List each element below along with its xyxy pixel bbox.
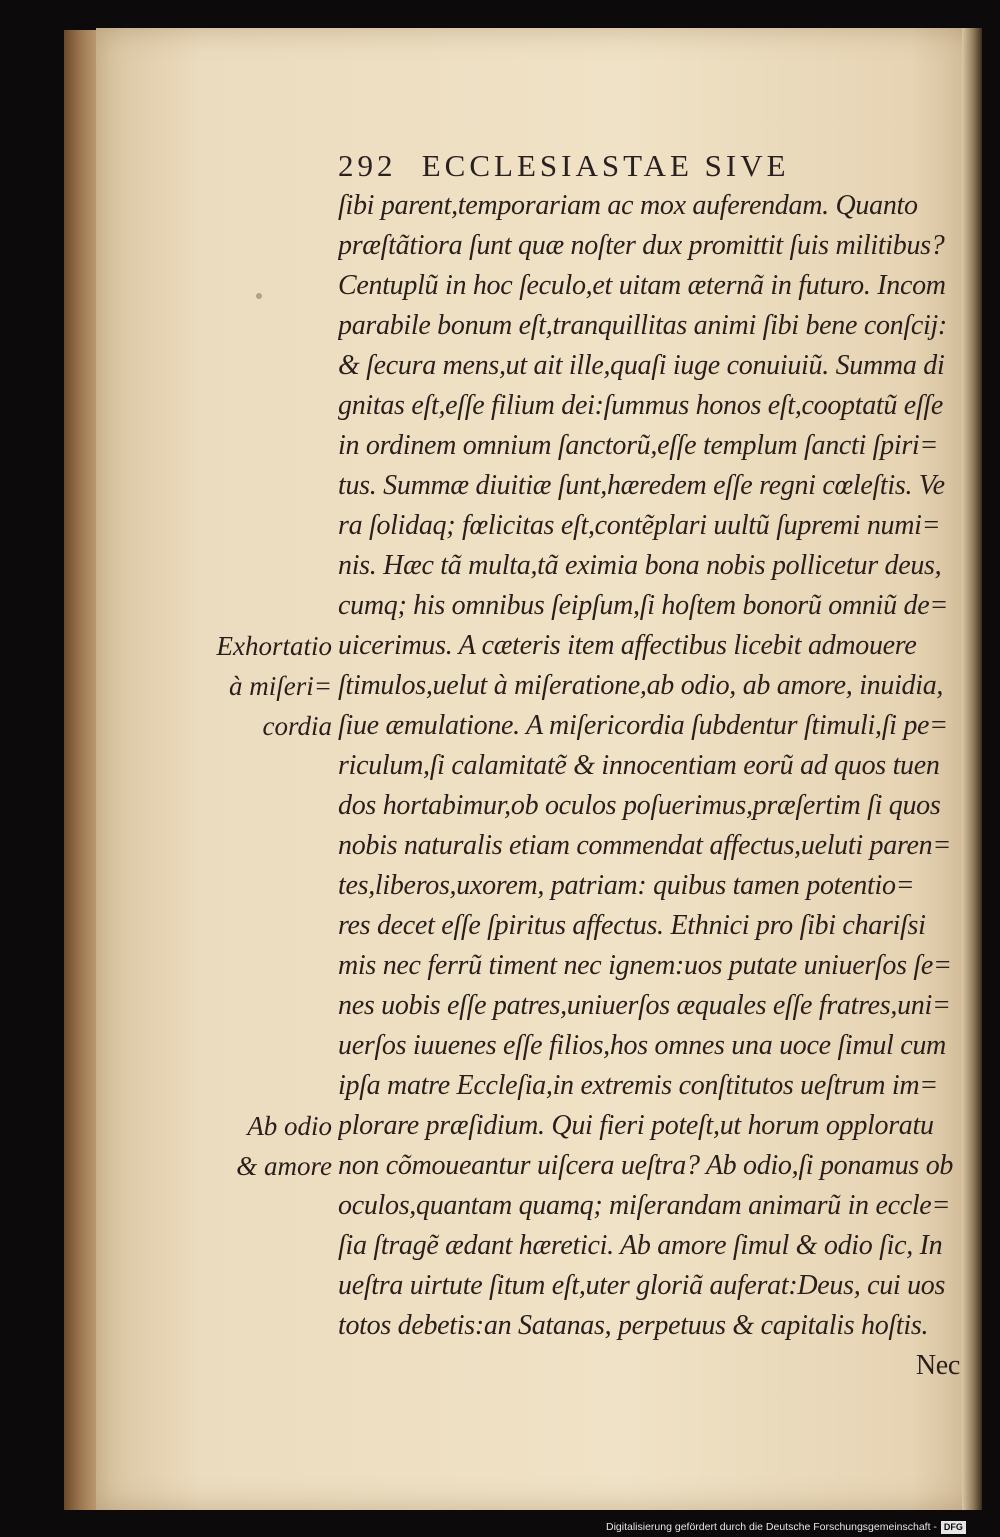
text-line: ſia ſtragẽ ædant hæretici. Ab amore ſimul & odio ſic, In [338,1230,943,1261]
page-number: 292 [338,148,397,183]
text-line: plorare præſidium. Qui fieri poteſt,ut horum opploratu [338,1110,934,1141]
text-line: ra ſolidaq; fœlicitas eſt,contẽplari uultũ ſupremi numi= [338,510,941,541]
text-line: non cõmoueantur uiſcera ueſtra? Ab odio,ſi ponamus ob [338,1150,954,1181]
text-line: ipſa matre Eccleſia,in extremis conſtitutos ueſtrum im= [338,1070,938,1101]
text-line: tus. Summæ diuitiæ ſunt,hæredem eſſe regni cœleſtis. Ve [338,470,945,501]
paper-speck [256,293,262,299]
text-line: præſtãtiora ſunt quæ noſter dux promittit ſuis militibus? [338,230,945,261]
text-line: res decet eſſe ſpiritus affectus. Ethnici pro ſibi chariſsi [338,910,926,941]
text-line: uerſos iuuenes eſſe filios,hos omnes una uoce ſimul cum [338,1030,946,1061]
text-line: dos hortabimur,ob oculos poſuerimus,præſertim ſi quos [338,790,941,821]
margin-note: Exhortatio [216,631,332,661]
footer-text: Digitalisierung gefördert durch die Deutsche Forschungsgemeinschaft - [606,1521,937,1533]
text-line: ueſtra uirtute ſitum eſt,uter gloriã auferat:Deus, cui uos [338,1270,946,1301]
text-line: mis nec ferrũ timent nec ignem:uos putate uniuerſos ſe= [338,950,952,981]
margin-note: Ab odio [247,1111,332,1141]
text-line: parabile bonum eſt,tranquillitas animi ſibi bene conſcij: [338,310,947,341]
text-line: Centuplũ in hoc ſeculo,et uitam æternã in futuro. Incom [338,270,946,301]
text-line: nes uobis eſſe patres,uniuerſos æquales eſſe fratres,uni= [338,990,951,1021]
text-line: riculum,ſi calamitatẽ & innocentiam eorũ ad quos tuen [338,750,940,781]
page-fold [962,28,982,1510]
text-line: totos debetis:an Satanas, perpetuus & capitalis hoſtis. [338,1310,929,1341]
text-line: gnitas eſt,eſſe filium dei:ſummus honos eſt,cooptatũ eſſe [338,390,944,421]
text-line: oculos,quantam quamq; miſerandam animarũ in eccle= [338,1190,951,1221]
text-line: tes,liberos,uxorem, patriam: quibus tamen potentio= [338,870,915,901]
text-line: ſtimulos,uelut à miſeratione,ab odio, ab amore, inuidia, [338,670,944,701]
running-header [338,148,898,188]
margin-note: cordia [262,711,332,741]
running-title: ECCLESIASTAE SIVE [421,148,790,183]
text-line: uicerimus. A cæteris item affectibus licebit admouere [338,630,917,661]
dfg-logo: DFG [941,1521,966,1534]
catchword: Nec [915,1350,960,1381]
text-line: nobis naturalis etiam commendat affectus,ueluti paren= [338,830,951,861]
text-line: nis. Hæc tã multa,tã eximia bona nobis pollicetur deus, [338,550,942,581]
text-line: ſibi parent,temporariam ac mox auferendam. Quanto [338,190,918,221]
digitization-footer [606,1517,1000,1537]
text-line: in ordinem omnium ſanctorũ,eſſe templum ſancti ſpiri= [338,430,939,461]
margin-note: à miſeri= [229,671,332,701]
text-line: ſiue æmulatione. A miſericordia ſubdentur ſtimuli,ſi pe= [338,710,948,741]
text-line: cumq; his omnibus ſeipſum,ſi hoſtem bonorũ omniũ de= [338,590,948,621]
margin-note: & amore [236,1151,332,1181]
text-line: & ſecura mens,ut ait ille,quaſi iuge conuiuiũ. Summa di [338,350,945,381]
